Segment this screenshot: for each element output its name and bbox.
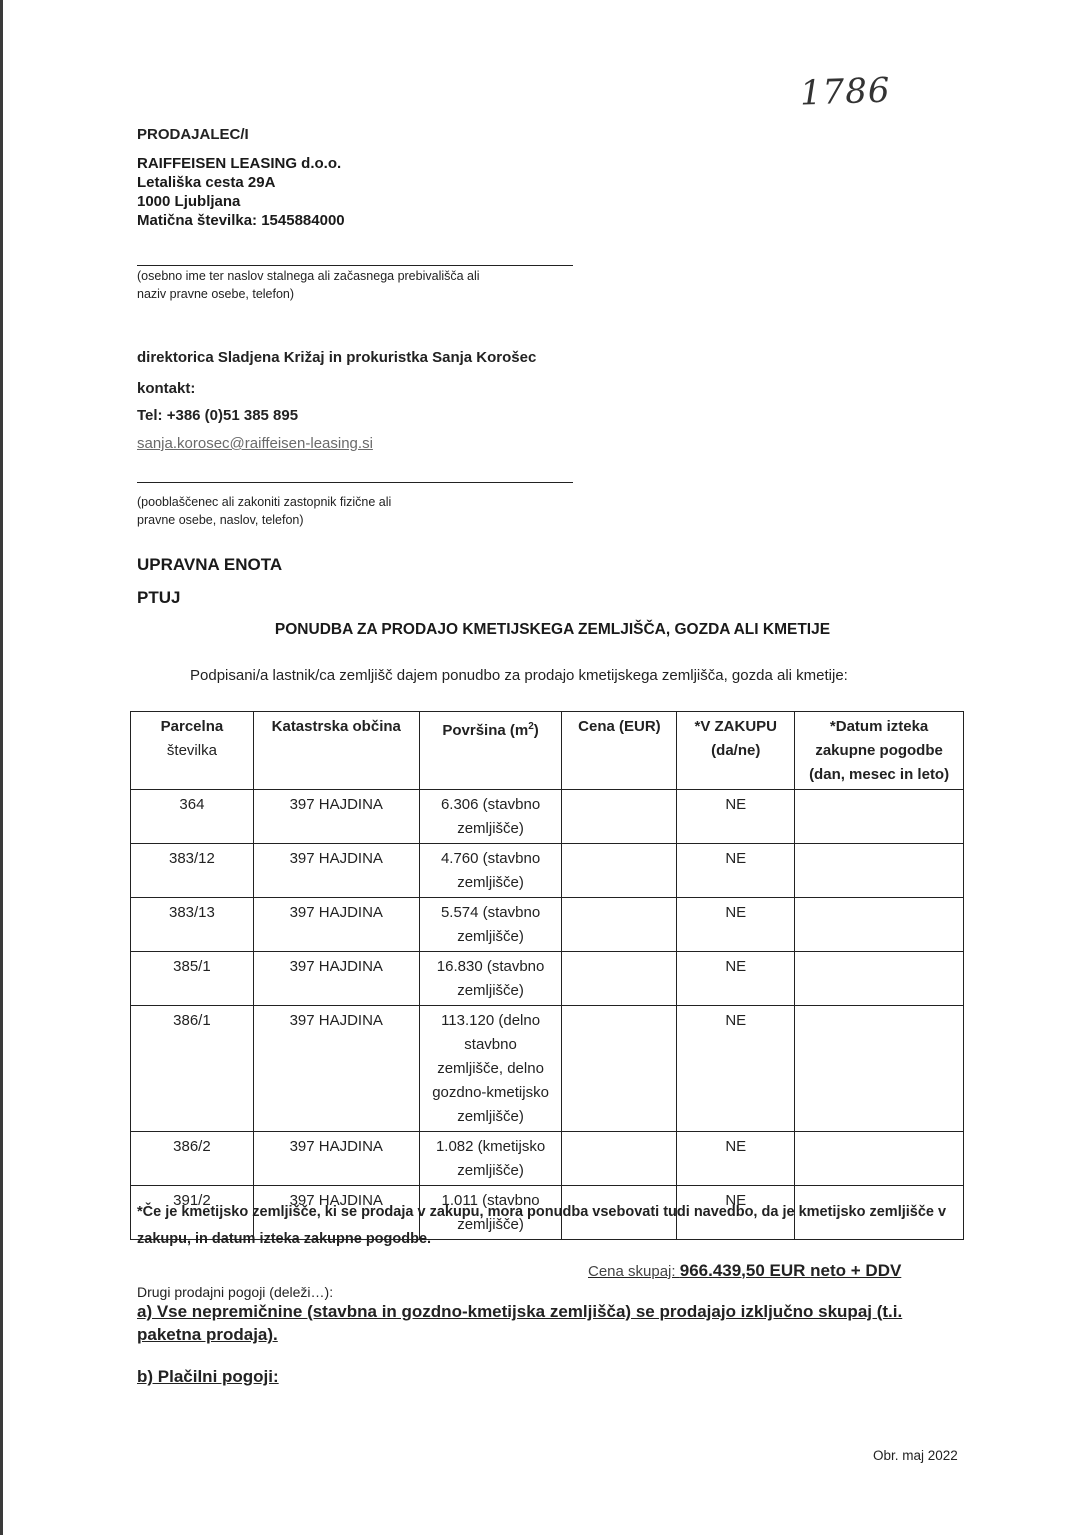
seller-caption bbox=[137, 267, 480, 303]
seller-caption-line2: naziv pravne osebe, telefon) bbox=[137, 287, 295, 301]
parcels-table bbox=[130, 711, 964, 1240]
cell-area-line: 1.011 (stavbno bbox=[441, 1192, 540, 1209]
contact-label: kontakt: bbox=[137, 380, 196, 397]
cell-expiry bbox=[795, 952, 964, 1006]
header-parcel bbox=[131, 712, 254, 790]
cell-area-line: zemljišče) bbox=[457, 820, 524, 837]
cell-area-line: 4.760 (stavbno bbox=[440, 850, 541, 867]
cell-area bbox=[419, 952, 562, 1006]
header-expiry-line3: (dan, mesec in leto) bbox=[809, 766, 950, 783]
cell-area-line: zemljišče) bbox=[457, 982, 524, 999]
header-area bbox=[419, 712, 562, 790]
cell-area-line: 1.082 (kmetijsko bbox=[435, 1138, 546, 1155]
cell-lease: NE bbox=[677, 1186, 795, 1240]
representative-caption bbox=[137, 493, 391, 529]
header-price: Cena (EUR) bbox=[562, 712, 677, 790]
handwritten-number: 1786 bbox=[799, 70, 892, 114]
condition-a: a) Vse nepremičnine (stavbna in gozdno-kmetijska zemljišča) se prodajajo izključno skupaj (t.i. paketna prodaja). bbox=[137, 1302, 903, 1344]
header-lease bbox=[677, 712, 795, 790]
cell-cadastral: 397 HAJDINA bbox=[253, 1006, 419, 1132]
other-conditions-label: Drugi prodajni pogoji (deleži…): bbox=[137, 1284, 334, 1300]
scan-edge bbox=[0, 0, 3, 1535]
cell-area bbox=[419, 844, 562, 898]
table-row bbox=[131, 952, 964, 1006]
document-title: PONUDBA ZA PRODAJO KMETIJSKEGA ZEMLJIŠČA, GOZDA ALI KMETIJE bbox=[274, 621, 831, 638]
cell-area-line: zemljišče) bbox=[457, 1162, 524, 1179]
cell-price bbox=[562, 844, 677, 898]
seller-block bbox=[137, 154, 345, 230]
condition-b: b) Plačilni pogoji: bbox=[137, 1367, 279, 1386]
cell-parcel: 391/2 bbox=[131, 1186, 254, 1240]
cell-parcel: 364 bbox=[131, 790, 254, 844]
authority-label: UPRAVNA ENOTA bbox=[137, 555, 283, 574]
authority-name: PTUJ bbox=[137, 588, 181, 607]
cell-cadastral: 397 HAJDINA bbox=[253, 952, 419, 1006]
cell-price bbox=[562, 898, 677, 952]
cell-area-line: zemljišče) bbox=[457, 874, 524, 891]
header-expiry-line1: *Datum izteka bbox=[829, 718, 929, 735]
cell-price bbox=[562, 790, 677, 844]
parcels-table-body bbox=[131, 790, 964, 1240]
intro-text: Podpisani/a lastnik/ca zemljišč dajem ponudbo za prodajo kmetijskega zemljišča, gozda ali kmetije: bbox=[190, 667, 848, 684]
cell-area bbox=[419, 1006, 562, 1132]
header-expiry-line2: zakupne pogodbe bbox=[815, 742, 943, 759]
header-area-sup: 2 bbox=[528, 721, 534, 732]
seller-reg-no: Matična številka: 1545884000 bbox=[137, 212, 345, 229]
cell-expiry bbox=[795, 1132, 964, 1186]
cell-lease: NE bbox=[677, 790, 795, 844]
cell-area bbox=[419, 898, 562, 952]
cell-area-line: zemljišče) bbox=[457, 1108, 524, 1125]
cell-area-line: 113.120 (delno bbox=[441, 1012, 541, 1029]
table-row bbox=[131, 844, 964, 898]
cell-price bbox=[562, 1006, 677, 1132]
cell-lease: NE bbox=[677, 952, 795, 1006]
cell-area bbox=[419, 1132, 562, 1186]
representative-signature-line bbox=[137, 482, 573, 483]
seller-name: RAIFFEISEN LEASING d.o.o. bbox=[137, 155, 342, 172]
cell-area-line: zemljišče) bbox=[457, 1216, 524, 1233]
total-price bbox=[588, 1261, 901, 1281]
cell-price bbox=[562, 952, 677, 1006]
table-row bbox=[131, 1132, 964, 1186]
total-label: Cena skupaj: bbox=[588, 1263, 680, 1280]
total-amount: 966.439,50 EUR neto + DDV bbox=[679, 1261, 902, 1280]
cell-area-line: 16.830 (stavbno bbox=[436, 958, 545, 975]
cell-parcel: 383/13 bbox=[131, 898, 254, 952]
cell-expiry bbox=[795, 790, 964, 844]
cell-lease: NE bbox=[677, 844, 795, 898]
header-parcel-line1: Parcelna bbox=[160, 718, 224, 735]
header-lease-line2: (da/ne) bbox=[711, 742, 761, 759]
cell-area-line: zemljišče, delno bbox=[437, 1060, 544, 1077]
header-area-close: ) bbox=[533, 722, 539, 739]
cell-cadastral: 397 HAJDINA bbox=[253, 790, 419, 844]
cell-area-line: stavbno bbox=[464, 1036, 517, 1053]
table-row bbox=[131, 1006, 964, 1132]
cell-area-line: 6.306 (stavbno bbox=[440, 796, 541, 813]
email-link[interactable]: sanja.korosec@raiffeisen-leasing.si bbox=[137, 435, 373, 452]
seller-caption-line1: (osebno ime ter naslov stalnega ali začasnega prebivališča ali bbox=[137, 269, 480, 283]
header-lease-line1: *V ZAKUPU bbox=[694, 718, 777, 735]
table-header-row bbox=[131, 712, 964, 790]
cell-lease: NE bbox=[677, 898, 795, 952]
header-expiry bbox=[795, 712, 964, 790]
cell-lease: NE bbox=[677, 1132, 795, 1186]
lease-note: *Če je kmetijsko zemljišče, ki se prodaja v zakupu, mora ponudba vsebovati tudi navedbo, da je kmetijsko zemljišče v zakupu, in datum izteka zakupne pogodbe. bbox=[137, 1204, 947, 1247]
header-cadastral: Katastrska občina bbox=[253, 712, 419, 790]
cell-cadastral: 397 HAJDINA bbox=[253, 844, 419, 898]
header-parcel-line2: številka bbox=[166, 742, 217, 759]
cell-parcel: 386/2 bbox=[131, 1132, 254, 1186]
header-area-text: Površina (m bbox=[442, 722, 529, 739]
seller-street: Letališka cesta 29A bbox=[137, 174, 276, 191]
cell-expiry bbox=[795, 898, 964, 952]
telephone: Tel: +386 (0)51 385 895 bbox=[137, 407, 299, 424]
cell-parcel: 386/1 bbox=[131, 1006, 254, 1132]
cell-expiry bbox=[795, 844, 964, 898]
representative-caption-line2: pravne osebe, naslov, telefon) bbox=[137, 513, 304, 527]
representative-names: direktorica Sladjena Križaj in prokuristka Sanja Korošec bbox=[137, 349, 537, 366]
cell-cadastral: 397 HAJDINA bbox=[253, 1186, 419, 1240]
cell-parcel: 383/12 bbox=[131, 844, 254, 898]
cell-area-line: gozdno-kmetijsko bbox=[432, 1084, 549, 1101]
cell-area-line: zemljišče) bbox=[457, 928, 524, 945]
representative-caption-line1: (pooblaščenec ali zakoniti zastopnik fizične ali bbox=[137, 495, 392, 509]
cell-cadastral: 397 HAJDINA bbox=[253, 898, 419, 952]
seller-city: 1000 Ljubljana bbox=[137, 193, 241, 210]
seller-signature-line bbox=[137, 265, 573, 266]
table-row bbox=[131, 790, 964, 844]
cell-area bbox=[419, 790, 562, 844]
cell-expiry bbox=[795, 1006, 964, 1132]
table-row bbox=[131, 898, 964, 952]
cell-area-line: 5.574 (stavbno bbox=[440, 904, 541, 921]
form-version: Obr. maj 2022 bbox=[873, 1448, 958, 1463]
cell-lease: NE bbox=[677, 1006, 795, 1132]
cell-cadastral: 397 HAJDINA bbox=[253, 1132, 419, 1186]
cell-price bbox=[562, 1132, 677, 1186]
seller-label: PRODAJALEC/I bbox=[137, 126, 249, 143]
cell-parcel: 385/1 bbox=[131, 952, 254, 1006]
